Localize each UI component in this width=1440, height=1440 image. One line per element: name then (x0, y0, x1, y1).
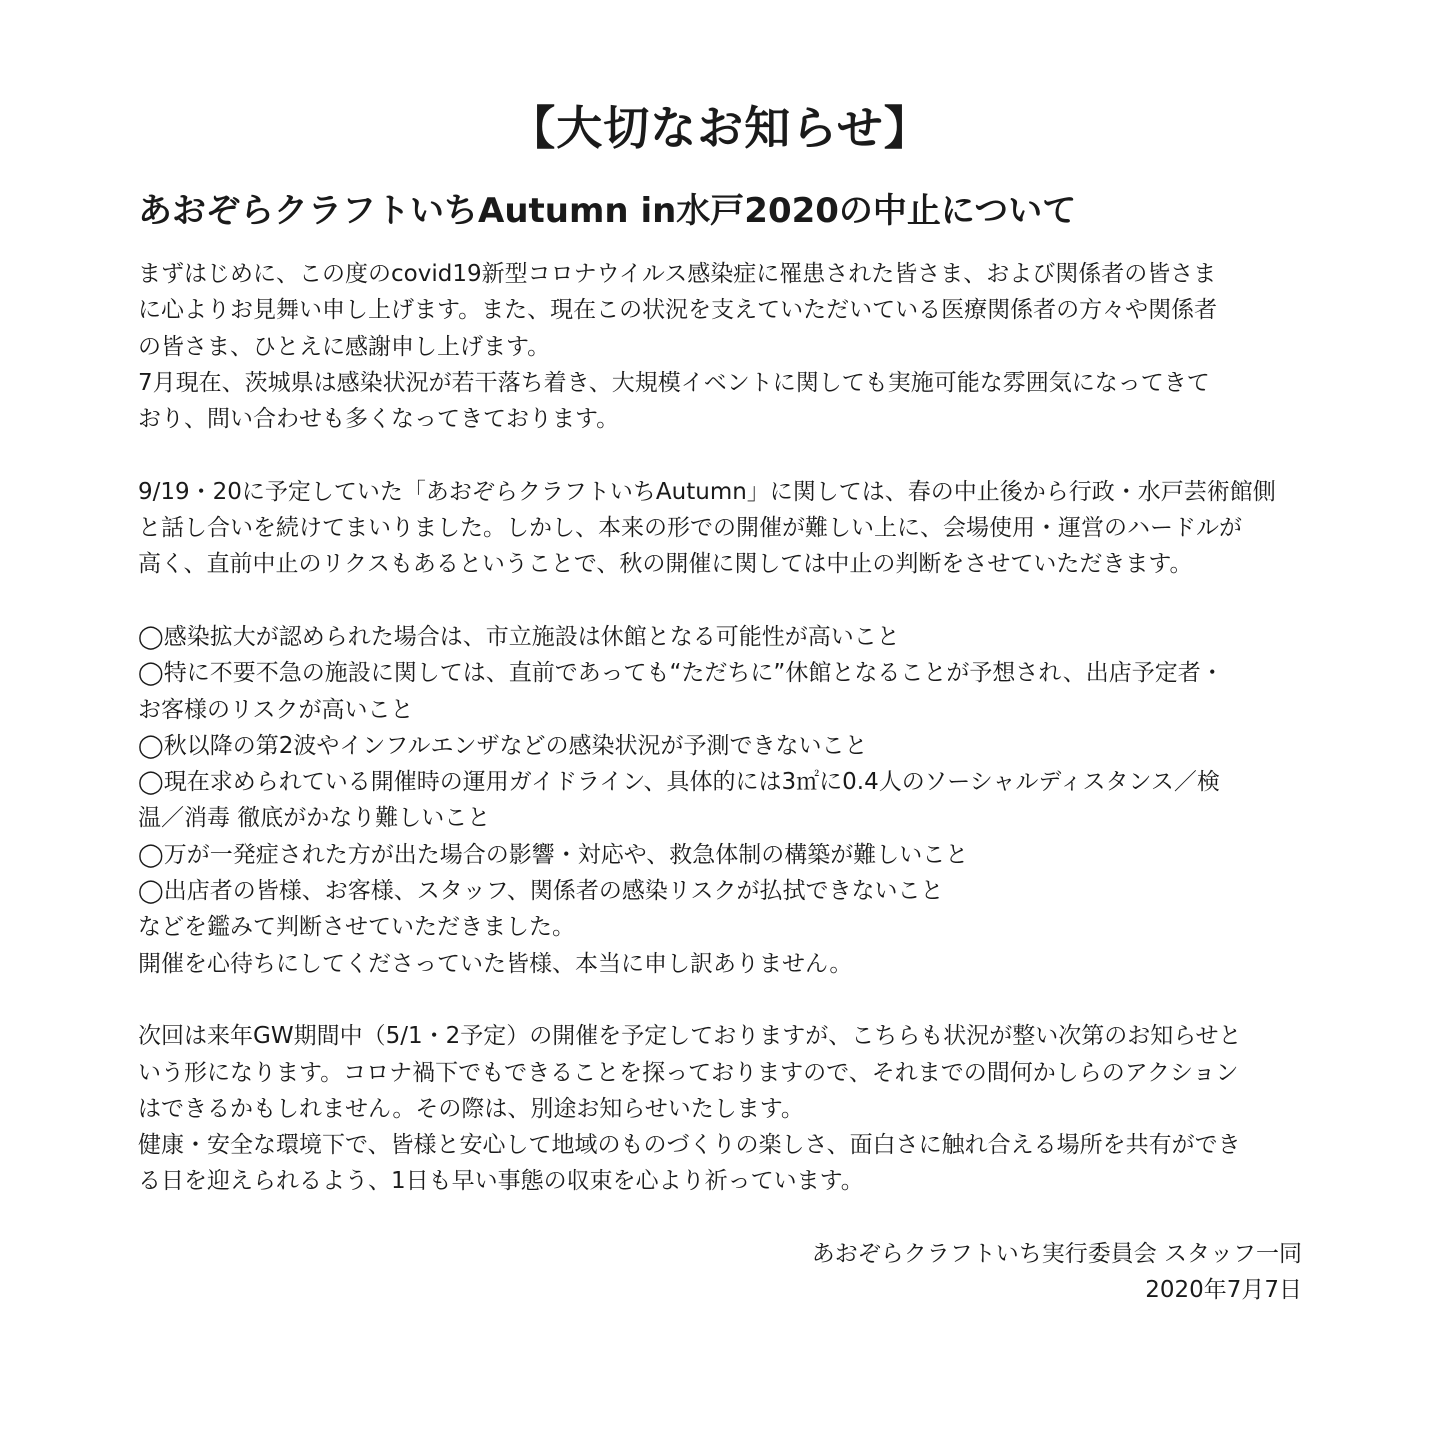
body-line: 開催を心待ちにしてくださっていた皆様、本当に申し訳ありません。 (138, 950, 853, 977)
body-line: と話し合いを続けてまいりました。しかし、本来の形での開催が難しい上に、会場使用・運営のハードルが (138, 515, 1242, 542)
reason-line: ◯秋以降の第2波やインフルエンザなどの感染状況が予測できないこと (138, 732, 868, 759)
body-line: る日を迎えられるよう、1日も早い事態の収束を心より祈っています。 (138, 1168, 864, 1195)
body-line: まずはじめに、この度のcovid19新型コロナウイルス感染症に罹患された皆さま、および関係者の皆さま (138, 261, 1217, 287)
body-line: に心よりお見舞い申し上げます。また、現在この状況を支えていただいている医療関係者の方々や関係者 (138, 297, 1218, 324)
notice-body (138, 256, 1308, 1200)
body-line: 健康・安全な環境下で、皆様と安心して地域のものづくりの楽しさ、面白さに触れ合える場所を共有ができ (138, 1132, 1241, 1159)
paragraph-gap (138, 437, 1308, 473)
reason-line: お客様のリスクが高いこと (138, 696, 414, 723)
paragraph-next-event (138, 1018, 1308, 1199)
reason-line: 温／消毒 徹底がかなり難しいこと (138, 805, 491, 832)
paragraph-cancellation (138, 474, 1308, 583)
signature-block (812, 1236, 1302, 1309)
reason-line: ◯万が一発症された方が出た場合の影響・対応や、救急体制の構築が難しいこと (138, 841, 969, 868)
body-line: 7月現在、茨城県は感染状況が若干落ち着き、大規模イベントに関しても実施可能な雰囲気になってきて (138, 369, 1210, 396)
reason-line: ◯特に不要不急の施設に関しては、直前であっても“ただちに”休館となることが予想され、出店予定者・ (138, 660, 1224, 687)
reason-line: ◯出店者の皆様、お客様、スタッフ、関係者の感染リスクが払拭できないこと (138, 878, 944, 905)
body-line: 高く、直前中止のリクスもあるということで、秋の開催に関しては中止の判断をさせていただきます。 (138, 551, 1193, 578)
notice-subtitle: あおぞらクラフトいちAutumn in水戸2020の中止について (138, 191, 1077, 231)
signature-organization: あおぞらクラフトいち実行委員会 スタッフ一同 (811, 1241, 1302, 1267)
reason-line: ◯感染拡大が認められた場合は、市立施設は休館となる可能性が高いこと (138, 623, 900, 650)
body-line: などを鑑みて判断させていただきました。 (138, 914, 575, 941)
body-line: の皆さま、ひとえに感謝申し上げます。 (138, 333, 551, 360)
body-line: いう形になります。コロナ禍下でもできることを探っておりますので、それまでの間何かしらのアクション (138, 1059, 1239, 1086)
paragraph-gap (138, 583, 1308, 619)
paragraph-intro (138, 256, 1308, 437)
notice-title: 【大切なお知らせ】 (509, 101, 931, 155)
body-line: 次回は来年GW期間中（5/1・2予定）の開催を予定しておりますが、こちらも状況が整い次第のお知らせと (138, 1023, 1242, 1050)
reason-line: ◯現在求められている開催時の運用ガイドライン、具体的には3㎡に0.4人のソーシャルディスタンス／検 (138, 769, 1220, 796)
body-line: はできるかもしれません。その際は、別途お知らせいたします。 (138, 1095, 804, 1122)
body-line: おり、問い合わせも多くなってきております。 (138, 406, 620, 433)
paragraph-reasons (138, 619, 1308, 982)
signature-date: 2020年7月7日 (1145, 1277, 1302, 1304)
body-line: 9/19・20に予定していた「あおぞらクラフトいちAutumn」に関しては、春の中止後から行政・水戸芸術館側 (138, 478, 1276, 505)
paragraph-gap (138, 982, 1308, 1018)
